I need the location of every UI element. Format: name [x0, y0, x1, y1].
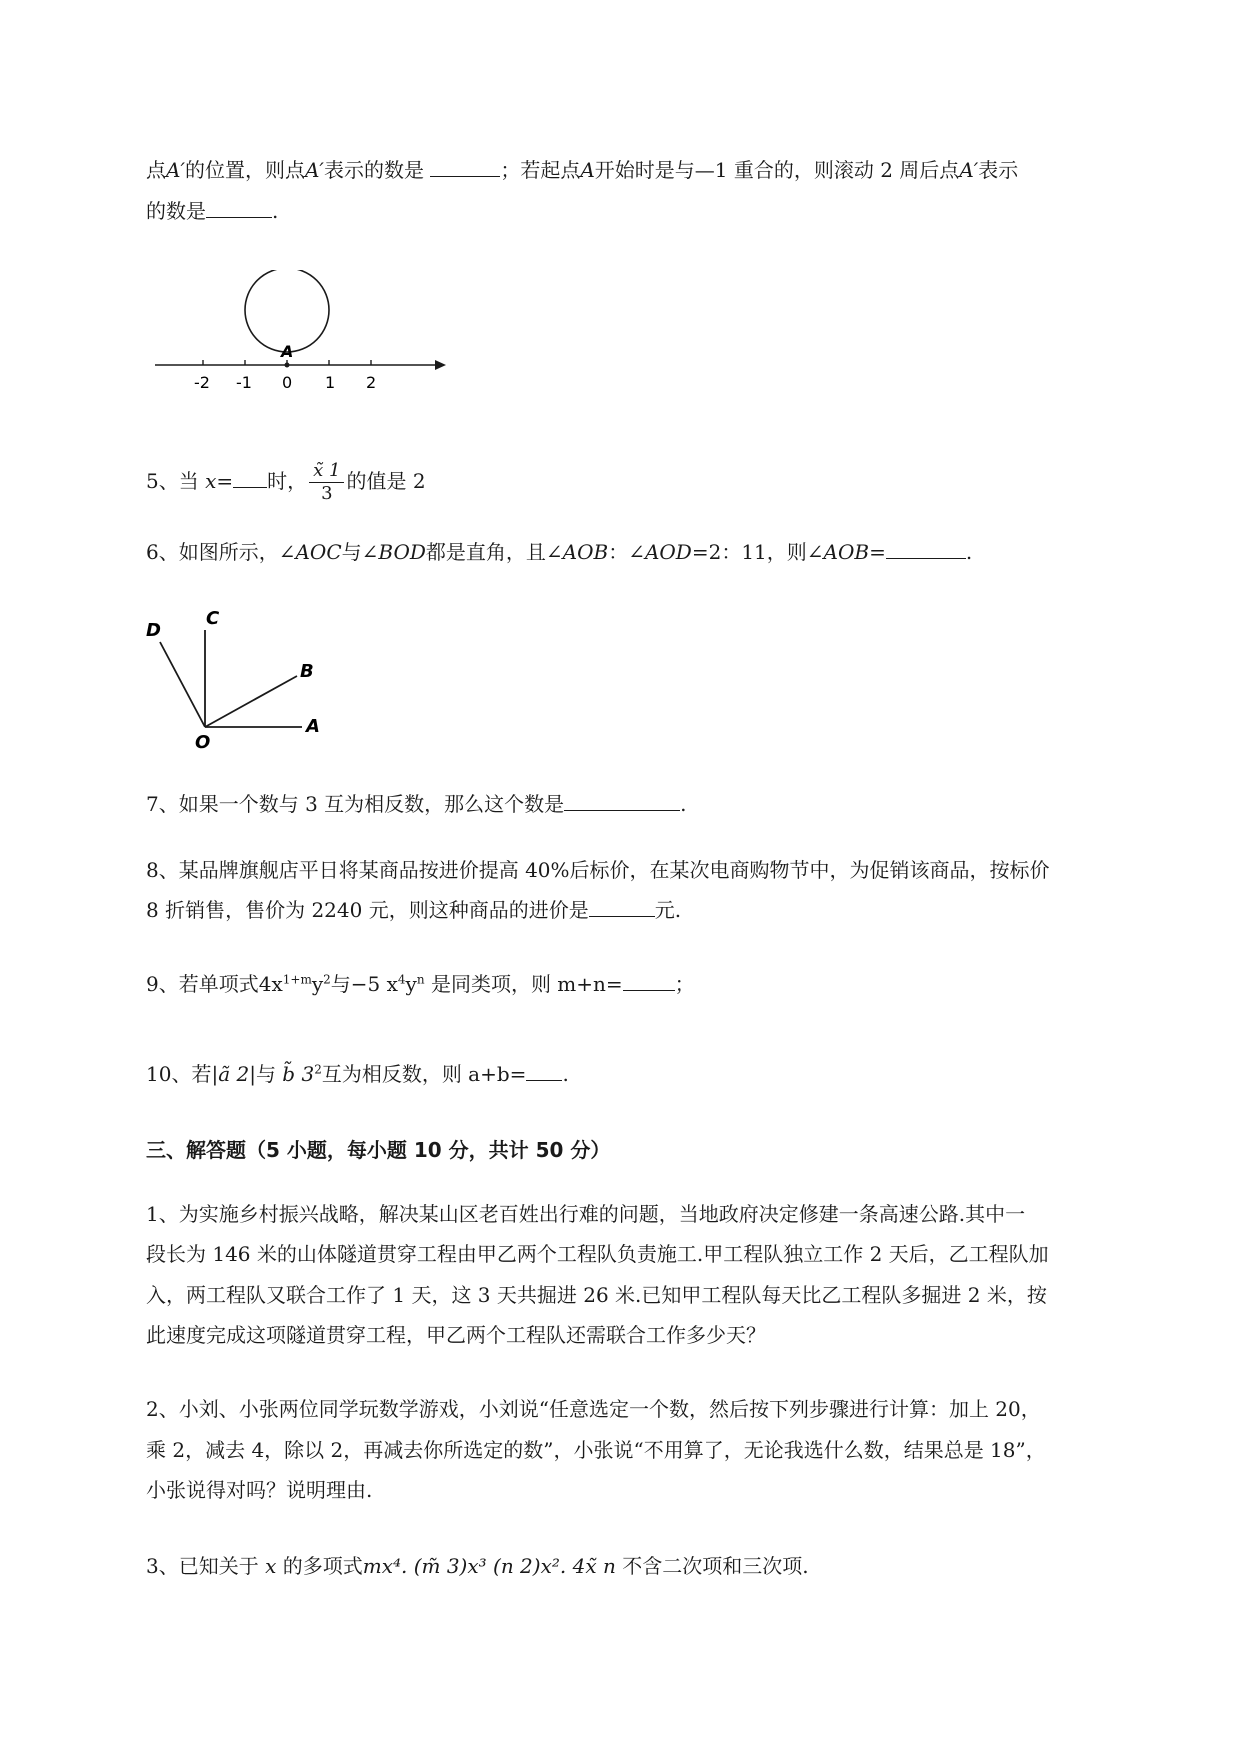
- q1-line-4: 此速度完成这项隧道贯穿工程，甲乙两个工程队还需联合工作多少天？: [146, 1323, 766, 1347]
- q2-line-1: 2、小刘、小张两位同学玩数学游戏，小刘说“任意选定一个数，然后按下列步骤进行计算：加上 20，: [146, 1397, 1041, 1421]
- q1-line-2: 段长为 146 米的山体隧道贯穿工程由甲乙两个工程队负责施工.甲工程队独立工作 2 天后，乙工程队加: [146, 1242, 1049, 1266]
- answer-blank[interactable]: [564, 792, 680, 811]
- label-o: O: [195, 732, 211, 750]
- answer-blank[interactable]: [589, 898, 655, 917]
- point-a-label: A: [281, 342, 294, 361]
- problem-8-line-1: 8、某品牌旗舰店平日将某商品按进价提高 40%后标价，在某次电商购物节中，为促销该商品，按标价: [146, 858, 1050, 882]
- ray-ob: [205, 676, 297, 727]
- fraction: $\frac{x̃ 1}{3}$: [309, 460, 344, 505]
- answer-blank[interactable]: [526, 1062, 562, 1081]
- q3: 3、已知关于 x 的多项式mx⁴. (m̃ 3)x³ (n 2)x². 4x̃ n 不含二次项和三次项.: [146, 1554, 809, 1578]
- tick-label: -2: [194, 373, 210, 392]
- q2-line-3: 小张说得对吗？说明理由.: [146, 1478, 373, 1502]
- answer-blank[interactable]: [430, 158, 500, 177]
- label-b: B: [300, 661, 314, 682]
- number-line-figure: [150, 270, 450, 400]
- axis-arrow: [435, 360, 446, 370]
- label-c: C: [206, 608, 220, 629]
- tick-label: 0: [282, 373, 293, 392]
- answer-blank[interactable]: [206, 199, 272, 218]
- label-d: D: [146, 620, 161, 641]
- section-3-title: 三、解答题（5 小题，每小题 10 分，共计 50 分）: [146, 1138, 611, 1162]
- ray-od: [160, 642, 205, 727]
- q1-line-3: 入，两工程队又联合工作了 1 天，这 3 天共掘进 26 米.已知甲工程队每天比乙工程队多掘进 2 米，按: [146, 1283, 1047, 1307]
- problem-9: 9、若单项式$4x^{1+m}y^2$与−5 $x^4y^n$ 是同类项，则 m+n= ；: [146, 972, 695, 996]
- problem-4-line-1: 点A′的位置，则点A′表示的数是 ；若起点A开始时是与—1 重合的，则滚动 2 周后点A′表示: [146, 158, 1019, 182]
- problem-6: 6、如图所示，∠AOC与∠BOD都是直角，且∠AOB：∠AOD=2：11，则∠AOB= .: [146, 540, 973, 564]
- q2-line-2: 乘 2，减去 4，除以 2，再减去你所选定的数”，小张说“不用算了，无论我选什么数，结果总是 18”，: [146, 1438, 1046, 1462]
- problem-8-line-2: 8 折销售，售价为 2240 元，则这种商品的进价是 元.: [146, 898, 682, 922]
- q1-line-1: 1、为实施乡村振兴战略，解决某山区老百姓出行难的问题，当地政府决定修建一条高速公路.其中一: [146, 1202, 1026, 1226]
- label-a: A: [306, 716, 320, 737]
- tick-label: 1: [325, 373, 336, 392]
- problem-4-line-2: 的数是 .: [146, 199, 279, 223]
- angle-figure: [140, 600, 340, 750]
- rolling-circle: [245, 270, 329, 352]
- problem-7: 7、如果一个数与 3 互为相反数，那么这个数是 .: [146, 792, 687, 816]
- problem-5: 5、当 x= 时， $\frac{x̃ 1}{3}$ 的值是 2: [146, 460, 426, 504]
- answer-blank[interactable]: [233, 469, 267, 488]
- tick-label: 2: [366, 373, 377, 392]
- problem-10: 10、若|ã 2|与 b̃ $3^2$互为相反数，则 a+b= .: [146, 1062, 569, 1086]
- answer-blank[interactable]: [623, 972, 675, 991]
- answer-blank[interactable]: [886, 540, 966, 559]
- tick-label: -1: [236, 373, 252, 392]
